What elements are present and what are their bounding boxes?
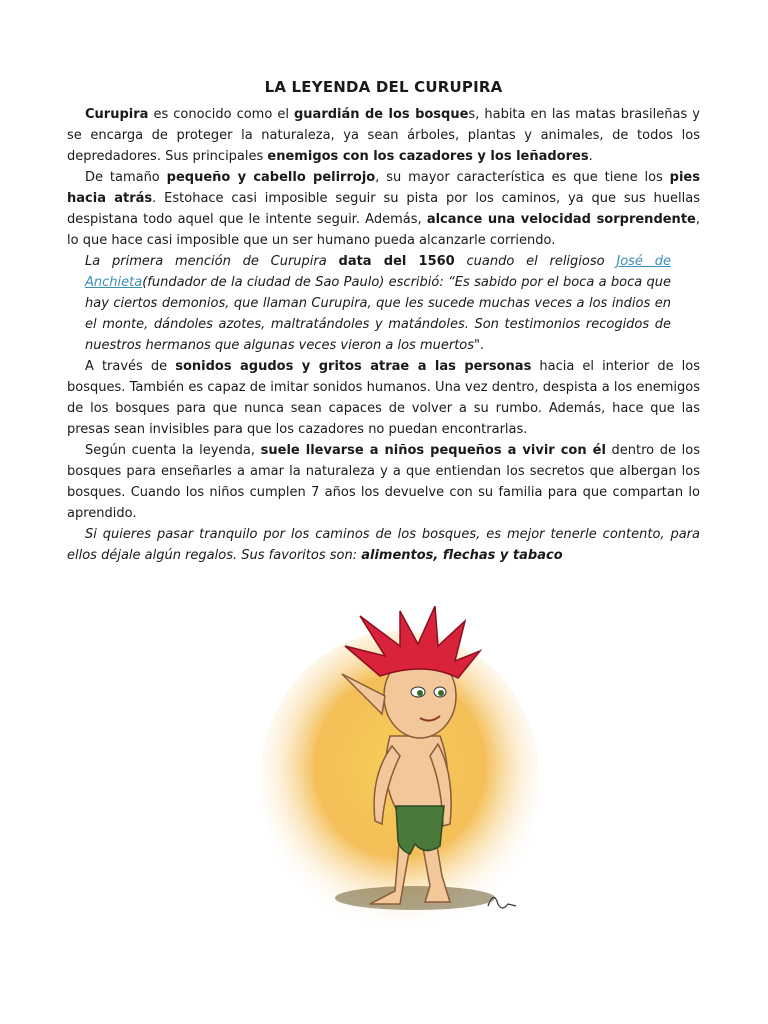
paragraph-children (67, 440, 700, 524)
text: . Estohace casi imposible seguir su pista por los caminos, ya que sus huellas despistana todo aquel que le intente seguir. Además, (67, 191, 700, 227)
text: Según cuenta la leyenda, (85, 443, 261, 458)
text: es conocido como el (148, 107, 294, 122)
text: (fundador de la ciudad de Sao Paulo) escribió: “Es sabido por el boca a boca que hay ciertos demonios, que llaman Curupira, que les sucede muchas veces a los indios en el monte, dándoles azotes, maltratándoles y matándoles. Son testimonios recogidos de nuestros hermanos que algunas veces vieron a los muertos (85, 275, 671, 353)
bold-text: enemigos con los cazadores y los leñadores (267, 149, 589, 164)
text: A través de (85, 359, 176, 374)
text: . (588, 149, 593, 164)
text: Si quieres pasar tranquilo por los caminos de los bosques, es mejor tenerle contento, para ellos déjale algún regalos. Sus favoritos son: (67, 527, 700, 563)
bold-text: pequeño y cabello pelirrojo (166, 170, 376, 185)
paragraph-guardian (67, 104, 700, 167)
bold-text: Curupira (85, 107, 149, 122)
bold-text: sonidos agudos y gritos atrae a las personas (175, 359, 532, 374)
text: La primera mención de Curupira (85, 254, 339, 269)
text: De tamaño (85, 170, 167, 185)
document-page (67, 76, 700, 566)
curupira-illustration (250, 606, 540, 926)
bold-text: pies hacia atrás (67, 170, 700, 206)
bold-text: guardián de los bosque (293, 107, 469, 122)
anchieta-link[interactable]: José de Anchieta (85, 254, 671, 290)
text: , lo que hace casi imposible que un ser humano pueda alcanzarle corriendo. (67, 212, 700, 248)
bold-text: suele llevarse a niños pequeños a vivir con él (260, 443, 606, 458)
paragraph-gifts (67, 524, 700, 566)
paragraph-sounds (67, 356, 700, 440)
text: s, habita en las matas brasileñas y se encarga de proteger la naturaleza, ya sean árboles, plantas y animales, de todos los depredadores. Sus principales (67, 107, 700, 164)
text: , su mayor característica es que tiene los (375, 170, 670, 185)
bold-text: alcance una velocidad sorprendente (426, 212, 696, 227)
bold-text: data del 1560 (338, 254, 455, 269)
text: hacia el interior de los bosques. También es capaz de imitar sonidos humanos. Una vez dentro, despista a los enemigos de los bosques para que nunca sean capaces de volver a su rumbo. Además, hace que las presas sean invisibles para que los cazadores no puedan encontrarlas. (67, 359, 700, 437)
text: cuando el religioso (454, 254, 617, 269)
text: dentro de los bosques para enseñarles a amar la naturaleza y a que entiendan los secretos que albergan los bosques. Cuando los niños cumplen 7 años los devuelve con su familia para que compartan lo aprendido. (67, 443, 700, 521)
text: ". (474, 338, 485, 353)
bold-text: alimentos, flechas y tabaco (361, 548, 563, 563)
paragraph-first-mention (85, 251, 671, 356)
page-title: LA LEYENDA DEL CURUPIRA (264, 78, 503, 96)
paragraph-appearance (67, 167, 700, 251)
